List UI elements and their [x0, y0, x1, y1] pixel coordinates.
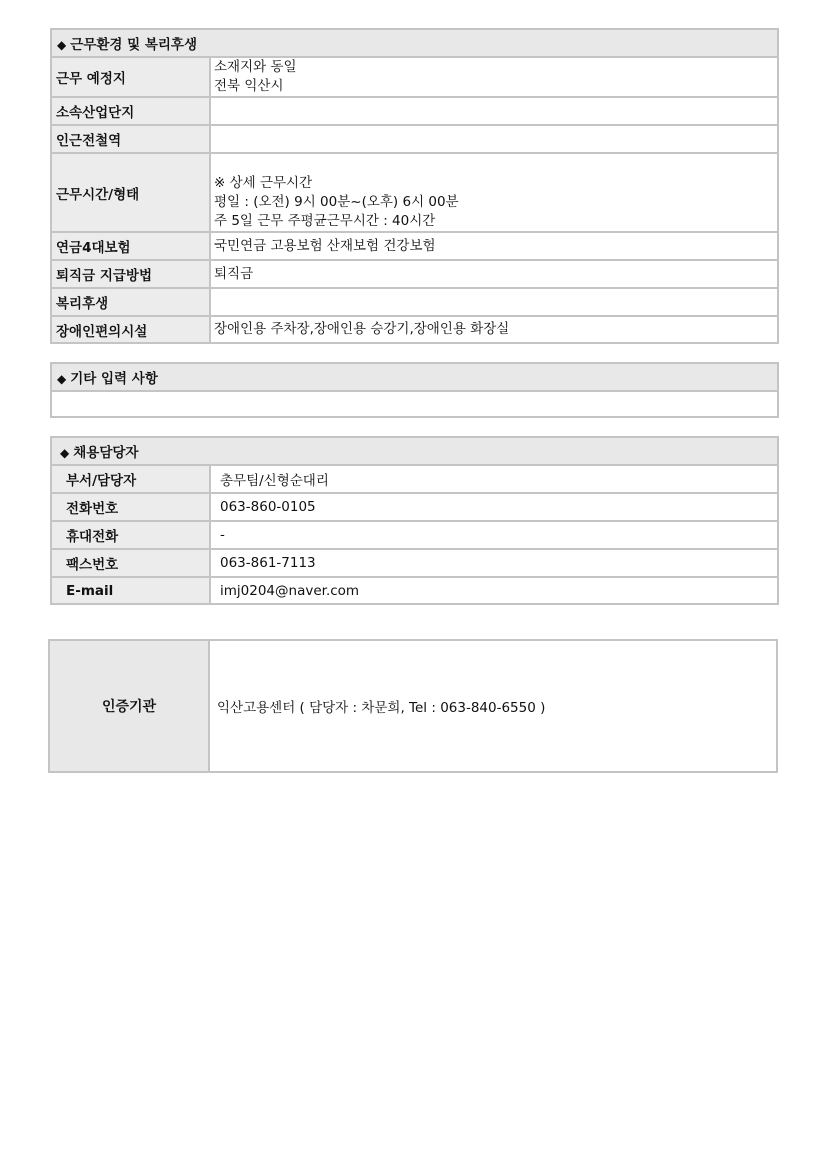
row-value: 퇴직금: [210, 260, 778, 288]
row-value: [210, 57, 778, 97]
section-title: 기타 입력 사항: [70, 371, 158, 387]
row-label: 복리후생: [51, 288, 210, 316]
diamond-icon: ◆: [60, 446, 70, 460]
other-entries-table: [50, 362, 779, 418]
diamond-icon: ◆: [57, 38, 67, 52]
cert-label: 인증기관: [49, 640, 209, 772]
row-value: 총무팀/신형순대리: [210, 465, 778, 493]
value-line: 소재지와 동일: [214, 59, 297, 75]
cert-value: 익산고용센터 ( 담당자 : 차문희, Tel : 063-840-6550 ): [209, 640, 777, 772]
row-value: 국민연금 고용보험 산재보험 건강보험: [210, 232, 778, 260]
row-label: 연금4대보험: [51, 232, 210, 260]
row-value: [210, 97, 778, 125]
row-value: 장애인용 주차장,장애인용 승강기,장애인용 화장실: [210, 316, 778, 343]
row-value: [210, 288, 778, 316]
row-label: 휴대전화: [51, 521, 210, 549]
row-label: 퇴직금 지급방법: [51, 260, 210, 288]
row-label: 부서/담당자: [51, 465, 210, 493]
value-line: 평일 : (오전) 9시 00분~(오후) 6시 00분: [214, 194, 459, 210]
value-line: 전북 익산시: [214, 78, 284, 94]
row-label: 전화번호: [51, 493, 210, 521]
section-header: [51, 29, 778, 57]
work-environment-table: [50, 28, 779, 344]
section-header: [51, 437, 778, 465]
row-label: 근무시간/형태: [51, 153, 210, 232]
row-label: 장애인편의시설: [51, 316, 210, 343]
certification-table: [48, 639, 778, 773]
value-line: ※ 상세 근무시간: [214, 175, 313, 191]
section-header: [51, 363, 778, 391]
row-label: E-mail: [51, 577, 210, 604]
mobile-value: -: [210, 521, 778, 549]
row-value: [210, 125, 778, 153]
section-title: 채용담당자: [73, 445, 139, 461]
other-content: [51, 391, 778, 417]
row-label: 팩스번호: [51, 549, 210, 577]
email-value: imj0204@naver.com: [210, 577, 778, 604]
contact-table: [50, 436, 779, 605]
section-title: 근무환경 및 복리후생: [70, 37, 198, 53]
value-line: 주 5일 근무 주평균근무시간 : 40시간: [214, 213, 436, 229]
row-label: 인근전철역: [51, 125, 210, 153]
row-value: [210, 153, 778, 232]
phone-value: 063-860-0105: [210, 493, 778, 521]
row-label: 근무 예정지: [51, 57, 210, 97]
diamond-icon: ◆: [57, 372, 67, 386]
row-label: 소속산업단지: [51, 97, 210, 125]
fax-value: 063-861-7113: [210, 549, 778, 577]
